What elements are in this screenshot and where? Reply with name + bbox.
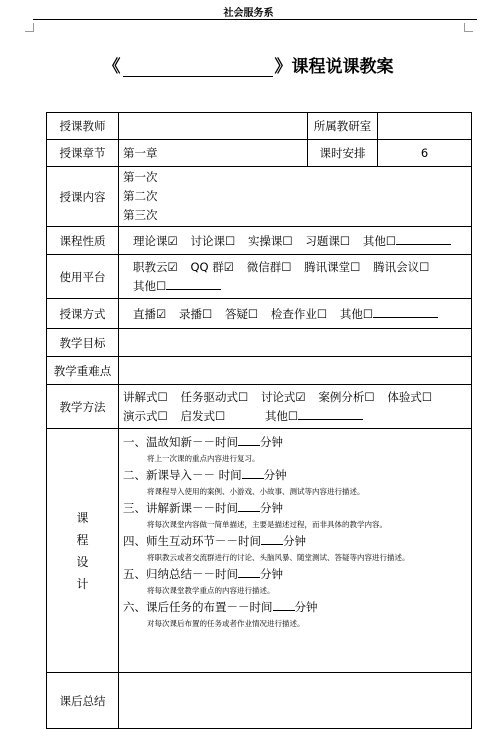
section-unit: 分钟 xyxy=(260,501,283,515)
option-checkbox[interactable]: 实操课☐ xyxy=(247,233,293,248)
content-line: 第一次 xyxy=(123,170,158,184)
other-blank[interactable] xyxy=(396,233,451,245)
section-title: 六、课后任务的布置－－时间 xyxy=(123,600,273,614)
chapter-label: 授课章节 xyxy=(47,140,119,167)
option-checkbox[interactable]: 启发式☐ xyxy=(180,408,226,423)
row-key-points xyxy=(47,357,472,385)
option-checkbox[interactable]: 任务驱动式☐ xyxy=(180,389,249,404)
time-blank[interactable] xyxy=(261,533,283,545)
option-checkbox[interactable]: 体验式☐ xyxy=(387,389,433,404)
hours-label: 课时安排 xyxy=(308,140,378,167)
content-line: 第三次 xyxy=(123,208,158,222)
row-platform xyxy=(47,255,472,299)
time-blank[interactable] xyxy=(273,599,295,611)
teacher-value[interactable] xyxy=(119,113,308,140)
section-note: 将上一次课的重点内容进行复习。 xyxy=(147,454,260,463)
row-goal xyxy=(47,329,472,357)
section-title: 一、温故知新－－时间 xyxy=(123,435,238,449)
option-checkbox[interactable]: 录播☐ xyxy=(178,306,213,321)
design-label-char: 设 xyxy=(76,554,89,569)
option-checkbox[interactable]: 检查作业☐ xyxy=(270,306,328,321)
time-blank[interactable] xyxy=(238,566,260,578)
page-header: 社会服务系 xyxy=(223,8,274,19)
goal-value[interactable] xyxy=(119,329,472,357)
design-label xyxy=(47,429,119,673)
option-checkbox[interactable]: 答疑☐ xyxy=(224,306,259,321)
option-checkbox[interactable]: 理论课☑ xyxy=(133,233,178,248)
option-other[interactable]: 其他☐ xyxy=(362,233,397,248)
teacher-label: 授课教师 xyxy=(47,113,119,140)
design-label-char: 课 xyxy=(76,510,89,525)
other-blank[interactable] xyxy=(166,278,221,290)
option-checkbox[interactable]: 习题课☐ xyxy=(305,233,351,248)
row-teacher xyxy=(47,113,472,140)
option-checkbox[interactable]: 腾讯课堂☐ xyxy=(304,259,361,274)
option-checkbox[interactable]: 讨论式☑ xyxy=(260,389,306,404)
design-label-char: 计 xyxy=(76,576,89,591)
section-title: 三、讲解新课－－时间 xyxy=(123,501,238,515)
option-checkbox[interactable]: 讨论课☐ xyxy=(190,233,236,248)
design-label-char: 程 xyxy=(76,532,89,547)
section-unit: 分钟 xyxy=(260,567,283,581)
row-summary xyxy=(47,673,472,729)
option-checkbox[interactable]: QQ 群☑ xyxy=(190,259,235,274)
design-section xyxy=(123,500,467,516)
row-content xyxy=(47,167,472,227)
content-label: 授课内容 xyxy=(47,167,119,227)
mode-label: 授课方式 xyxy=(47,299,119,329)
row-nature xyxy=(47,227,472,255)
time-blank[interactable] xyxy=(242,467,264,479)
option-checkbox[interactable]: 直播☑ xyxy=(133,306,167,321)
time-blank[interactable] xyxy=(238,434,260,446)
option-checkbox[interactable]: 腾讯会议☐ xyxy=(373,259,430,274)
chapter-value[interactable]: 第一章 xyxy=(119,140,308,167)
design-section xyxy=(123,599,467,615)
other-blank[interactable] xyxy=(298,408,363,420)
design-section xyxy=(123,467,467,483)
goal-label: 教学目标 xyxy=(47,329,119,357)
content-value[interactable] xyxy=(119,167,472,227)
nature-label: 课程性质 xyxy=(47,227,119,255)
section-note: 将职教云或者交流群进行的讨论、头脑风暴、随堂测试、答疑等内容进行描述。 xyxy=(147,553,410,562)
row-chapter xyxy=(47,140,472,167)
key-points-label: 教学重难点 xyxy=(47,357,119,385)
section-title: 五、归纳总结－－时间 xyxy=(123,567,238,581)
document-title xyxy=(0,52,497,77)
section-title: 二、新课导入－－ 时间 xyxy=(123,468,242,482)
section-title: 四、师生互动环节－－时间 xyxy=(123,534,261,548)
design-section xyxy=(123,533,467,549)
section-unit: 分钟 xyxy=(263,468,287,482)
row-method xyxy=(47,385,472,429)
row-mode xyxy=(47,299,472,329)
title-left-bracket: 《 xyxy=(103,57,121,77)
method-label: 教学方法 xyxy=(47,385,119,429)
content-line: 第二次 xyxy=(123,189,158,203)
key-points-value[interactable] xyxy=(119,357,472,385)
crop-mark-left xyxy=(25,23,34,32)
platform-options xyxy=(119,255,472,299)
method-options xyxy=(119,385,472,429)
section-note: 将每次课堂教学重点的内容进行描述。 xyxy=(147,586,275,595)
section-note: 将每次课堂内容做一简单描述，主要是描述过程，而非具体的教学内容。 xyxy=(147,520,387,529)
row-design xyxy=(47,429,472,673)
option-other[interactable]: 其他☐ xyxy=(264,408,299,423)
summary-value[interactable] xyxy=(119,673,472,729)
section-unit: 分钟 xyxy=(260,435,283,449)
mode-options xyxy=(119,299,472,329)
design-content xyxy=(119,429,472,673)
office-value[interactable] xyxy=(378,113,472,140)
other-blank[interactable] xyxy=(373,306,438,318)
design-section xyxy=(123,434,467,450)
section-note: 对每次课后布置的任务或者作业情况进行描述。 xyxy=(147,619,305,628)
time-blank[interactable] xyxy=(238,500,260,512)
office-label: 所属教研室 xyxy=(308,113,378,140)
title-right-text: 》课程说课教案 xyxy=(274,57,394,77)
header-rule xyxy=(33,19,477,20)
lesson-plan-table xyxy=(46,112,472,729)
section-unit: 分钟 xyxy=(294,600,318,614)
option-checkbox[interactable]: 案例分析☐ xyxy=(318,389,375,404)
hours-value[interactable]: 6 xyxy=(378,140,472,167)
option-checkbox[interactable]: 讲解式☐ xyxy=(123,389,168,404)
section-unit: 分钟 xyxy=(283,534,306,548)
option-checkbox[interactable]: 职教云☑ xyxy=(133,259,178,274)
nature-options xyxy=(119,227,472,255)
design-section xyxy=(123,566,467,582)
section-note: 将课程导入使用的案例、小游戏、小故事、测试等内容进行描述。 xyxy=(147,487,365,496)
platform-label: 使用平台 xyxy=(47,255,119,299)
option-checkbox[interactable]: 演示式☐ xyxy=(123,408,168,423)
course-name-blank[interactable] xyxy=(123,60,273,77)
option-other[interactable]: 其他☐ xyxy=(133,278,167,293)
summary-label: 课后总结 xyxy=(47,673,119,729)
option-checkbox[interactable]: 微信群☐ xyxy=(246,259,292,274)
crop-mark-right xyxy=(464,23,473,32)
option-other[interactable]: 其他☐ xyxy=(339,306,374,321)
